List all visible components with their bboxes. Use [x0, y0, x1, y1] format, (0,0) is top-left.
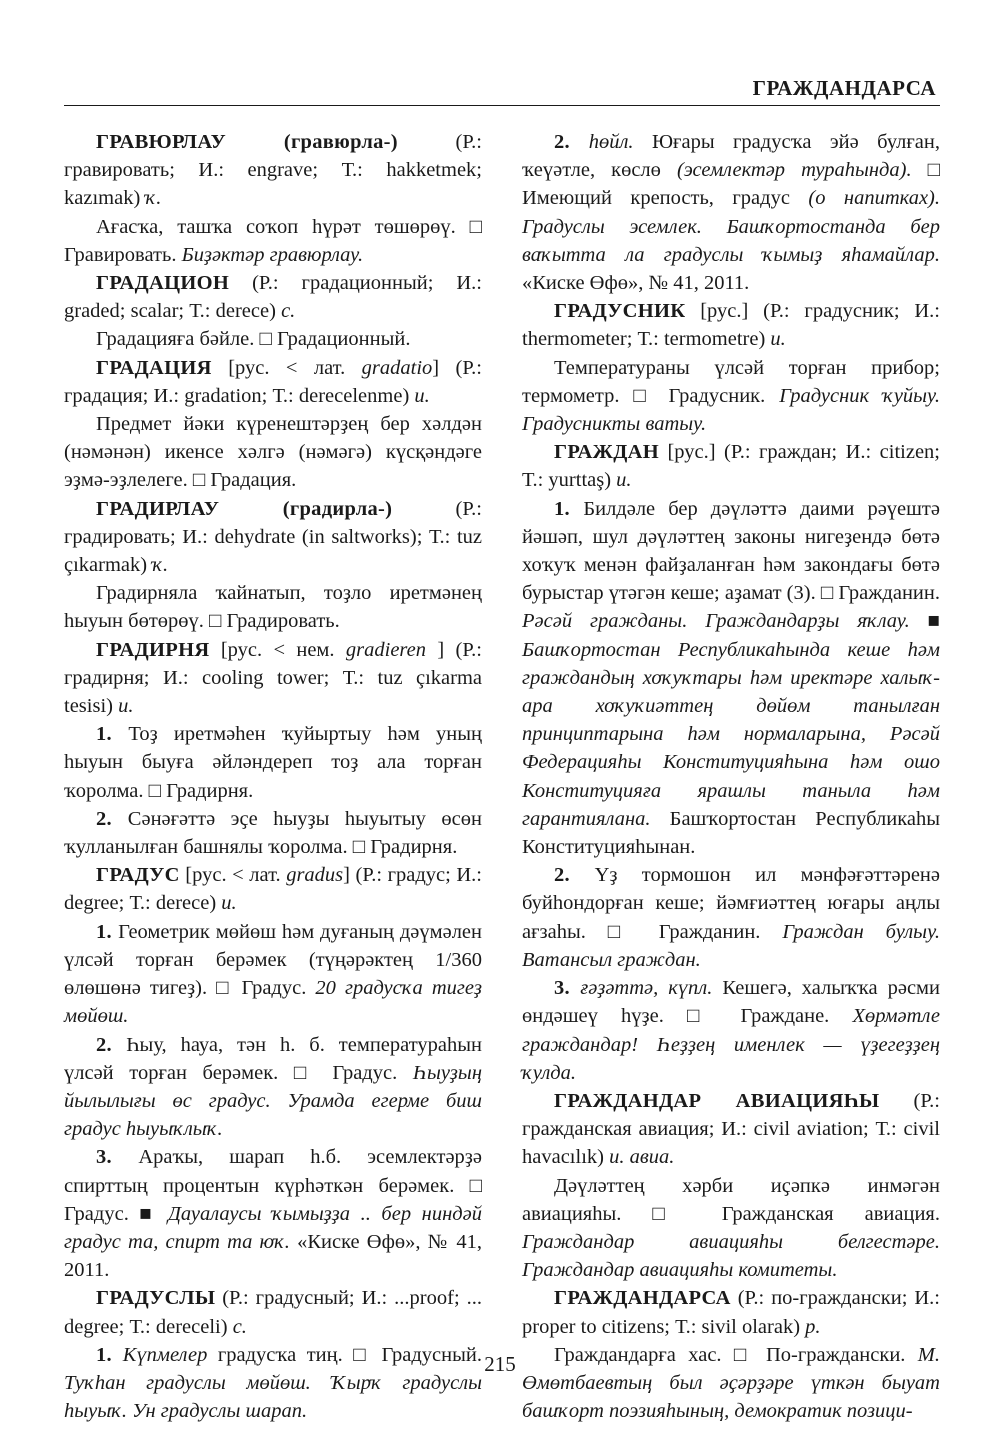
italic-text: 20 градусҡа тигеҙ мөйөш.	[64, 977, 482, 1028]
italic-text: Күпмелер	[122, 1343, 208, 1366]
dictionary-paragraph	[64, 1143, 482, 1284]
dictionary-paragraph	[64, 579, 482, 635]
plain-text: Үҙ тормошон ил мәнфәғәттәренә буйһондорған кеше; йәмғиәттең юғары аңлы ағзаһы. □ Гражданин.	[522, 864, 940, 943]
italic-text: Граждандар авиацияһы белгестәре. Граждандар авиацияһы комитеты.	[522, 1230, 940, 1282]
headword-text: 2.	[554, 864, 595, 887]
plain-text: Билдәле бер дәүләттә даими рәүештә йәшәп, шул дәүләттең законы нигеҙендә бөтә хоҡуҡ менән файҙаланған һәм закондағы бөтә бурыстар үтәгән кеше; аҙамат (3). □ Гражданин.	[522, 497, 940, 605]
dictionary-paragraph	[64, 636, 482, 721]
dictionary-paragraph	[522, 974, 940, 1087]
headword-text: 3.	[96, 1146, 139, 1169]
plain-text: (Р.: по-граждански; И.: proper to citizens; Т.: sivil olarak)	[522, 1287, 940, 1338]
italic-text: Граждан булыу. Ватансыл граждан.	[522, 920, 940, 971]
headword-text: ГРАДАЦИЯ	[96, 356, 212, 379]
italic-text: һөйл.	[588, 131, 634, 153]
italic-text: и.	[770, 328, 786, 351]
dictionary-paragraph	[64, 720, 482, 805]
plain-text: [рус. < лат.	[179, 864, 287, 887]
dictionary-paragraph	[522, 438, 940, 494]
plain-text: «Киске Өфө», № 41, 2011.	[522, 272, 750, 295]
dictionary-paragraph	[64, 1031, 482, 1144]
dictionary-paragraph	[64, 410, 482, 495]
plain-text: Градацияға бәйле. □ Градационный.	[96, 328, 411, 351]
plain-text: [рус. < лат.	[211, 356, 362, 379]
plain-text: [рус.] (Р.: граждан; И.: citizen; Т.: yurttaş)	[522, 441, 940, 492]
headword-text: ГРАДУСЛЫ	[96, 1287, 216, 1310]
plain-text: ] (Р.: градус; И.: degree; Т.: derece)	[64, 864, 483, 915]
headword-text: ГРАДУС	[96, 864, 180, 887]
plain-text: ■	[909, 610, 940, 633]
dictionary-paragraph	[64, 269, 482, 325]
dictionary-paragraph	[64, 918, 482, 1031]
plain-text: Һыу, һауа, тән һ. б. температураһын үлсәй торған берәмек. □ Градус.	[64, 1033, 482, 1084]
plain-text: Башҡортостан Республикаһы Конституцияһынан.	[522, 807, 940, 859]
headword-text: ГРАЖДАН	[554, 441, 659, 464]
dictionary-paragraph	[64, 1284, 482, 1340]
italic-text: и.	[616, 469, 632, 492]
italic-text: Хөрмәтле граждандар! Һеҙҙең именлек — үҙегеҙҙең ҡулда.	[522, 1005, 940, 1084]
plain-text: Юғары градусҡа эйә булған, ҡеүәтле, көслө	[522, 131, 940, 182]
dictionary-paragraph	[64, 861, 482, 917]
dictionary-paragraph	[522, 1284, 940, 1340]
italic-text: (о напитках). Градуслы эсемлек. Башҡортостанда бер ваҡытта ла градуслы ҡымыҙ яһамайлар.	[522, 187, 941, 266]
plain-text: градусҡа тиң. □ Градусный.	[207, 1343, 482, 1366]
italic-text: gradatio	[361, 356, 433, 379]
italic-text: Биҙәктәр гравюрлау.	[181, 243, 364, 266]
headword-text: 1.	[96, 1343, 123, 1366]
dictionary-paragraph	[522, 1087, 940, 1172]
italic-text: и. авиа.	[609, 1146, 675, 1169]
headword-text: 2.	[554, 131, 589, 153]
headword-text: 2.	[96, 807, 128, 830]
plain-text: □ Имеющий крепость, градус	[522, 159, 940, 210]
italic-text: Рәсәй гражданы. Граждандарҙы яҡлау.	[522, 610, 910, 633]
page-number: 215	[484, 1352, 516, 1376]
italic-text: Дауалаусы ҡымыҙҙа .. бер ниндәй градус та, спирт та юҡ.	[64, 1202, 482, 1253]
plain-text: Граждандарға хас. □ По-граждански.	[554, 1343, 918, 1366]
plain-text: Геометрик мөйөш һәм дуғаның дәүмәлен үлсәй торған берәмек (түңәрәктең 1/360 өлөшөнә тигеҙ). □ Градус.	[64, 920, 482, 1000]
headword-text: 2.	[96, 1033, 127, 1056]
dictionary-paragraph	[522, 354, 940, 439]
headword-text: ГРАВЮРЛАУ (гравюрла-)	[96, 131, 398, 153]
headword-text: ГРАДАЦИОН	[96, 272, 230, 295]
headword-text: 1.	[554, 497, 584, 520]
plain-text: Тоҙ иретмәһен ҡуйыртыу һәм уның һыуын быуға әйләндереп тоҙ ала торған ҡоролма. □ Градирня.	[64, 723, 482, 802]
plain-text: Ағасҡа, ташҡа соҡоп һүрәт төшөрөү. □ Гравировать.	[64, 215, 482, 266]
plain-text: Сәнәғәттә эҫе һыуҙы һыуытыу өсөн ҡулланылған башнялы ҡоролма. □ Градирня.	[64, 807, 482, 859]
left-column	[64, 128, 482, 1425]
italic-text: gradieren	[345, 638, 426, 661]
italic-text: р.	[805, 1315, 821, 1338]
headword-text: ГРАЖДАНДАРСА	[554, 1287, 731, 1310]
dictionary-paragraph	[64, 354, 482, 410]
dictionary-paragraph	[522, 1172, 940, 1285]
plain-text: Кешегә, халыҡҡа рәсми өндәшеү һүҙе. □ Граждане.	[522, 977, 940, 1028]
italic-text: с.	[232, 1315, 247, 1338]
italic-text: Туҡһан градуслы мөйөш. Ҡырҡ градуслы һыуыҡ. Ун градуслы шарап.	[64, 1371, 482, 1423]
headword-text: ГРАЖДАНДАР АВИАЦИЯҺЫ	[554, 1089, 880, 1112]
plain-text: (Р.: градационный; И.: graded; scalar; Т.: derece)	[64, 272, 482, 323]
dictionary-paragraph	[522, 297, 940, 353]
headword-text: 3.	[554, 977, 581, 1000]
dictionary-paragraph	[64, 325, 482, 353]
dictionary-paragraph	[522, 861, 940, 974]
plain-text: (Р.: градировать; И.: dehydrate (in saltworks); Т.: tuz çıkarmak)	[64, 497, 482, 577]
italic-text: Башҡортостан Республикаһында кеше һәм граждандың хоҡуҡтары һәм иректәре халыҡ-ара хоҡуҡиәттең дөйөм танылған принциптарына һәм нормаларына, Рәсәй Федерацияһы Конституцияһына һәм ошо Конституцияға ярашлы таныла һәм гарантиялана.	[522, 638, 940, 830]
dictionary-paragraph	[522, 495, 940, 862]
italic-text: (эсемлектәр тураһында).	[676, 159, 912, 182]
italic-text: и.	[414, 384, 430, 407]
headword-text: 1.	[96, 920, 119, 943]
running-head: ГРАЖДАНДАРСА	[64, 64, 940, 106]
italic-text: ғәҙәттә, күпл.	[580, 977, 713, 1000]
dictionary-paragraph	[64, 805, 482, 861]
italic-text: ҡ.	[145, 187, 162, 210]
dictionary-paragraph	[64, 213, 482, 269]
plain-text: Градирняла ҡайнатып, тоҙло иретмәнең һыуын бөтөрөү. □ Градировать.	[64, 582, 482, 633]
headword-text: ГРАДИРЛАУ (градирла-)	[96, 497, 393, 520]
headword-text: ГРАДИРНЯ	[96, 638, 210, 661]
headword-text: ГРАДУСНИК	[554, 300, 686, 323]
plain-text: «Киске Өфө», № 41, 2011.	[64, 1230, 482, 1282]
right-column	[522, 128, 940, 1425]
plain-text: ] (Р.: градирня; И.: cooling tower; Т.: tuz çıkarma tesisi)	[64, 638, 482, 718]
plain-text: Араҡы, шарап һ.б. эсемлектәрҙә спирттың процентын күрһәткән берәмек. □ Градус. ■	[64, 1146, 482, 1225]
italic-text: ҡ.	[152, 554, 169, 577]
italic-text: и.	[118, 695, 134, 718]
italic-text: с.	[281, 300, 296, 323]
plain-text: [рус.] (Р.: градусник; И.: thermometer; Т.: termometre)	[522, 300, 940, 351]
plain-text: Дәүләттең хәрби иҫәпкә инмәгән авиацияһы. □ Гражданская авиация.	[522, 1174, 940, 1225]
dictionary-paragraph	[522, 128, 940, 297]
dictionary-paragraph	[64, 128, 482, 213]
italic-text: и.	[221, 892, 237, 915]
italic-text: gradus	[286, 864, 344, 887]
plain-text: (Р.: градусный; И.: ...proof; ... degree; Т.: dereceli)	[64, 1287, 482, 1338]
plain-text: Температураны үлсәй торған прибор; термометр. □ Градусник.	[522, 356, 940, 407]
columns	[64, 128, 940, 1425]
headword-text: 1.	[96, 723, 129, 746]
dictionary-paragraph	[64, 495, 482, 580]
plain-text: ] (Р.: градация; И.: gradation; Т.: derecelenme)	[64, 356, 482, 407]
italic-text: Һыуҙың йылылығы өс градус. Урамда егерме биш градус һыуыҡлыҡ.	[64, 1061, 482, 1141]
italic-text: Градусник ҡуйыу. Градусникты ватыу.	[522, 384, 940, 436]
plain-text: (Р.: гражданская авиация; И.: civil aviation; Т.: civil havacılık)	[522, 1089, 940, 1169]
plain-text: Предмет йәки күренештәрҙең бер хәлдән (нәмәнән) икенсе хәлгә (нәмәгә) күсқәндәге эҙмә-эҙлелеге. □ Градация.	[64, 413, 482, 492]
italic-text: М. Өмөтбаевтың был әҫәрҙәре үткән быуат башҡорт поэзияһының, демократик позици-	[522, 1343, 940, 1423]
plain-text: [рус. < нем.	[209, 638, 346, 661]
plain-text: (Р.: гравировать; И.: engrave; Т.: hakketmek; kazımak)	[64, 131, 482, 210]
